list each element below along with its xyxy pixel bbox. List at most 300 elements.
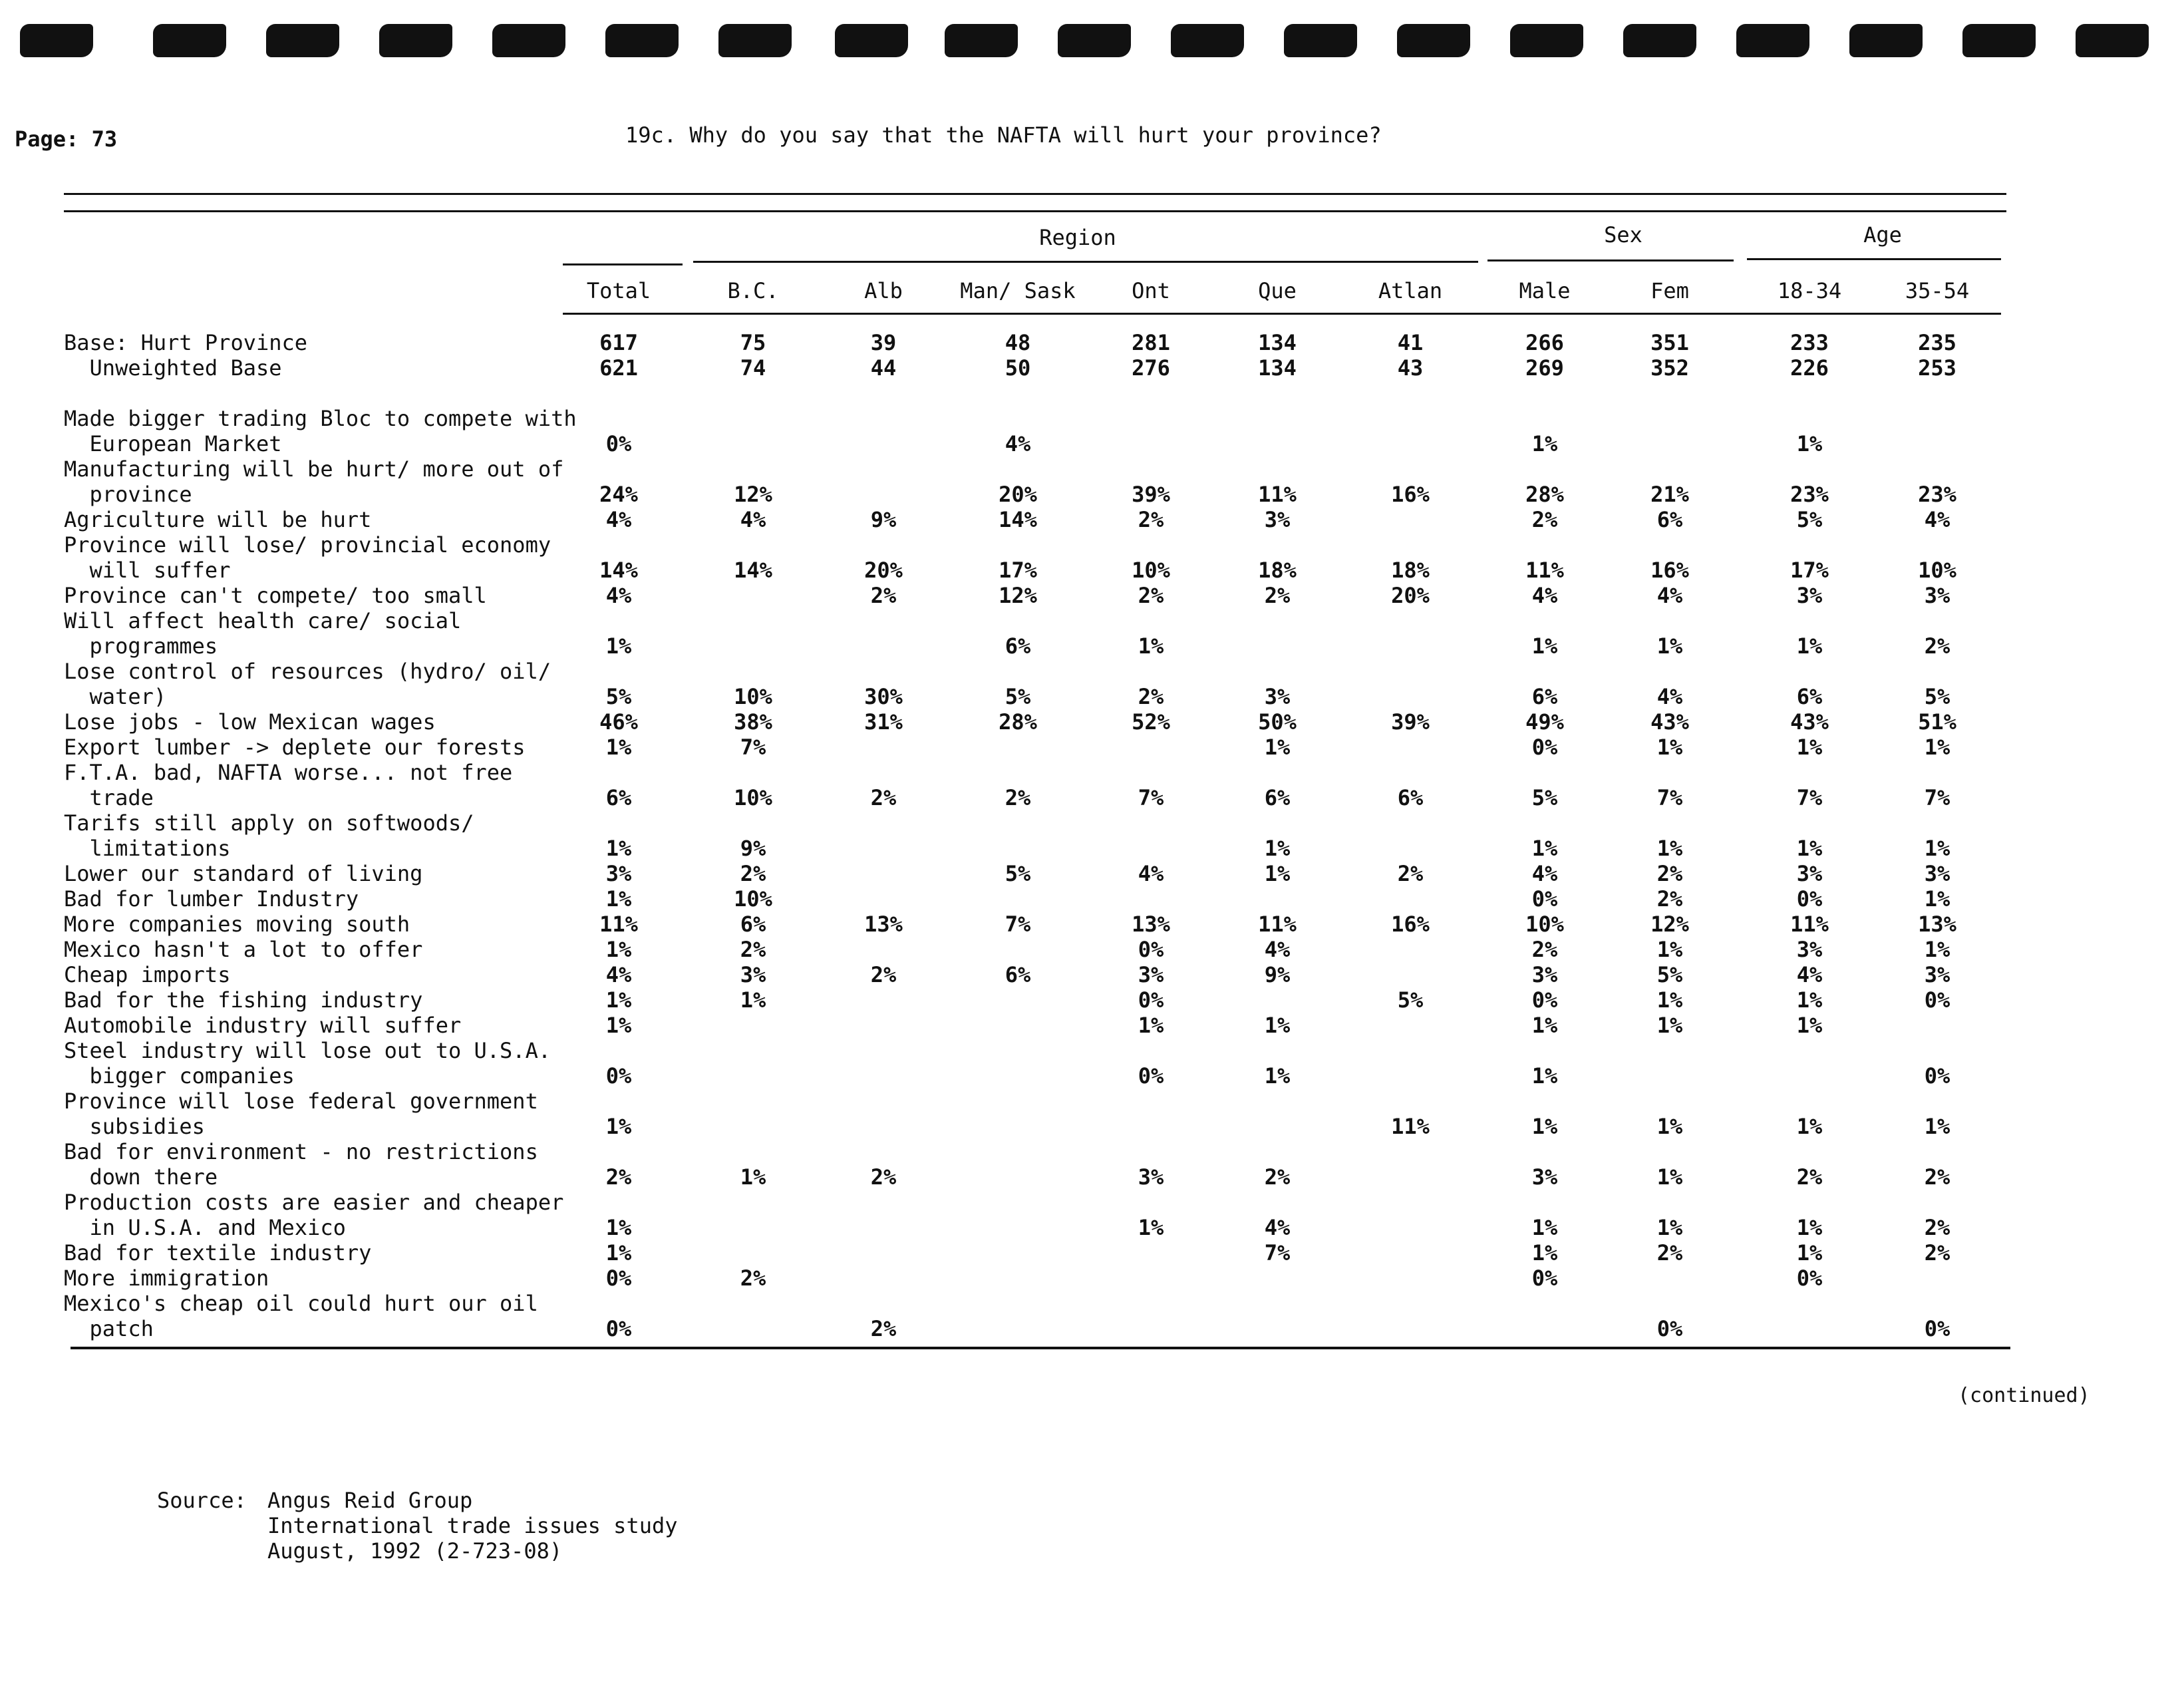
- question-title: 19c. Why do you say that the NAFTA will hurt your province?: [625, 122, 1382, 148]
- table-cell: 5%: [1005, 684, 1031, 709]
- table-cell: 3%: [1531, 962, 1558, 987]
- table-cell: 10%: [734, 785, 772, 810]
- table-cell: 18%: [1258, 558, 1297, 583]
- row-label: will suffer: [64, 558, 231, 583]
- table-cell: 7%: [1005, 912, 1031, 937]
- table-cell: 5%: [605, 684, 632, 709]
- table-cell: 2%: [740, 861, 766, 886]
- table-cell: 1%: [1264, 1013, 1291, 1038]
- row-label: Bad for the fishing industry: [64, 987, 423, 1013]
- column-header: Total: [586, 278, 651, 303]
- binder-hole: [1171, 24, 1244, 57]
- table-cell: 20%: [864, 558, 903, 583]
- table-cell: 235: [1918, 330, 1956, 355]
- table-cell: 1%: [1531, 1013, 1558, 1038]
- table-cell: 226: [1790, 355, 1829, 381]
- row-label: Tarifs still apply on softwoods/: [64, 810, 474, 836]
- table-cell: 10%: [734, 886, 772, 912]
- table-cell: 28%: [999, 709, 1037, 735]
- binder-hole: [1849, 24, 1923, 57]
- row-label: bigger companies: [64, 1063, 295, 1089]
- table-cell: 20%: [1391, 583, 1430, 608]
- table-cell: 16%: [1650, 558, 1689, 583]
- table-cell: 4%: [1924, 507, 1950, 532]
- table-cell: 233: [1790, 330, 1829, 355]
- table-cell: 1%: [605, 886, 632, 912]
- table-cell: 14%: [734, 558, 772, 583]
- table-cell: 2%: [740, 937, 766, 962]
- table-cell: 1%: [1138, 1013, 1164, 1038]
- table-cell: 2%: [1397, 861, 1424, 886]
- binder-hole: [1397, 24, 1470, 57]
- table-cell: 1%: [1796, 1114, 1823, 1139]
- table-cell: 6%: [1005, 633, 1031, 659]
- table-cell: 0%: [1796, 1266, 1823, 1291]
- table-cell: 1%: [1531, 1063, 1558, 1089]
- table-cell: 3%: [1796, 861, 1823, 886]
- source-line: Angus Reid Group: [267, 1488, 473, 1513]
- table-cell: 21%: [1650, 482, 1689, 507]
- table-cell: 1%: [605, 1240, 632, 1266]
- table-cell: 51%: [1918, 709, 1956, 735]
- table-cell: 1%: [1656, 1215, 1683, 1240]
- table-cell: 4%: [605, 583, 632, 608]
- table-cell: 2%: [1924, 633, 1950, 659]
- table-cell: 3%: [740, 962, 766, 987]
- table-cell: 0%: [1138, 937, 1164, 962]
- row-label: Agriculture will be hurt: [64, 507, 372, 532]
- table-cell: 5%: [1005, 861, 1031, 886]
- table-cell: 1%: [605, 836, 632, 861]
- row-label: More immigration: [64, 1266, 269, 1291]
- table-cell: 3%: [1264, 507, 1291, 532]
- table-cell: 1%: [1138, 1215, 1164, 1240]
- row-label: Cheap imports: [64, 962, 231, 987]
- table-cell: 6%: [1005, 962, 1031, 987]
- table-cell: 52%: [1132, 709, 1170, 735]
- table-cell: 49%: [1525, 709, 1564, 735]
- table-cell: 1%: [1656, 1114, 1683, 1139]
- binder-hole: [718, 24, 792, 57]
- column-header: Fem: [1650, 278, 1689, 303]
- table-cell: 43%: [1650, 709, 1689, 735]
- row-label: Bad for environment - no restrictions: [64, 1139, 538, 1164]
- table-cell: 6%: [605, 785, 632, 810]
- row-label: Steel industry will lose out to U.S.A.: [64, 1038, 551, 1063]
- table-cell: 13%: [864, 912, 903, 937]
- table-cell: 17%: [1790, 558, 1829, 583]
- column-header: 35-54: [1905, 278, 1970, 303]
- column-header: Que: [1258, 278, 1297, 303]
- row-label: programmes: [64, 633, 218, 659]
- base-label: Base: Hurt Province: [64, 330, 308, 355]
- table-cell: 1%: [1531, 431, 1558, 456]
- table-cell: 5%: [1796, 507, 1823, 532]
- table-cell: 281: [1132, 330, 1170, 355]
- table-cell: 1%: [1656, 1013, 1683, 1038]
- table-cell: 4%: [605, 962, 632, 987]
- row-label: Mexico's cheap oil could hurt our oil: [64, 1291, 538, 1316]
- table-cell: 3%: [1924, 583, 1950, 608]
- table-cell: 1%: [1924, 735, 1950, 760]
- table-cell: 1%: [1531, 1114, 1558, 1139]
- table-cell: 1%: [1656, 735, 1683, 760]
- table-cell: 2%: [1656, 1240, 1683, 1266]
- source-line: August, 1992 (2-723-08): [267, 1538, 563, 1564]
- binder-hole: [1962, 24, 2036, 57]
- table-cell: 2%: [1138, 583, 1164, 608]
- row-label: Lose control of resources (hydro/ oil/: [64, 659, 551, 684]
- table-cell: 2%: [1531, 937, 1558, 962]
- table-cell: 2%: [1264, 583, 1291, 608]
- table-cell: 0%: [1138, 1063, 1164, 1089]
- column-header: Male: [1519, 278, 1571, 303]
- table-cell: 5%: [1397, 987, 1424, 1013]
- row-label: Manufacturing will be hurt/ more out of: [64, 456, 564, 482]
- row-label: Production costs are easier and cheaper: [64, 1190, 564, 1215]
- table-cell: 0%: [1924, 1063, 1950, 1089]
- table-cell: 4%: [1138, 861, 1164, 886]
- table-cell: 41: [1397, 330, 1424, 355]
- continued-note: (continued): [1958, 1384, 2090, 1407]
- header-bottom-rule: [563, 313, 2001, 315]
- binder-hole: [492, 24, 565, 57]
- table-cell: 4%: [1531, 861, 1558, 886]
- group-line-age: [1747, 258, 2001, 260]
- table-cell: 2%: [1796, 1164, 1823, 1190]
- group-line-sex: [1487, 259, 1734, 261]
- table-cell: 2%: [1005, 785, 1031, 810]
- row-label: Province can't compete/ too small: [64, 583, 487, 608]
- table-cell: 43: [1397, 355, 1424, 381]
- row-label: Bad for textile industry: [64, 1240, 372, 1266]
- table-cell: 75: [740, 330, 766, 355]
- table-cell: 11%: [599, 912, 638, 937]
- table-cell: 1%: [1656, 1164, 1683, 1190]
- table-cell: 7%: [740, 735, 766, 760]
- table-cell: 0%: [1924, 987, 1950, 1013]
- table-cell: 1%: [1796, 633, 1823, 659]
- binder-hole: [266, 24, 339, 57]
- table-cell: 7%: [1138, 785, 1164, 810]
- table-cell: 39: [870, 330, 897, 355]
- group-line-region: [693, 261, 1478, 263]
- table-cell: 1%: [740, 987, 766, 1013]
- table-cell: 43%: [1790, 709, 1829, 735]
- binder-hole: [379, 24, 452, 57]
- table-cell: 276: [1132, 355, 1170, 381]
- column-header: Ont: [1132, 278, 1170, 303]
- table-cell: 4%: [740, 507, 766, 532]
- table-cell: 1%: [605, 633, 632, 659]
- table-cell: 134: [1258, 355, 1297, 381]
- table-cell: 352: [1650, 355, 1689, 381]
- table-cell: 1%: [605, 937, 632, 962]
- table-cell: 4%: [1264, 1215, 1291, 1240]
- table-cell: 28%: [1525, 482, 1564, 507]
- table-cell: 3%: [1531, 1164, 1558, 1190]
- table-cell: 17%: [999, 558, 1037, 583]
- table-cell: 0%: [605, 1063, 632, 1089]
- table-cell: 0%: [1924, 1316, 1950, 1341]
- table-cell: 23%: [1790, 482, 1829, 507]
- column-header: Man/ Sask: [960, 278, 1076, 303]
- table-cell: 269: [1525, 355, 1564, 381]
- table-cell: 7%: [1656, 785, 1683, 810]
- table-cell: 0%: [1138, 987, 1164, 1013]
- table-cell: 4%: [605, 507, 632, 532]
- table-cell: 30%: [864, 684, 903, 709]
- table-cell: 13%: [1132, 912, 1170, 937]
- table-cell: 1%: [1796, 987, 1823, 1013]
- table-cell: 2%: [1531, 507, 1558, 532]
- table-cell: 0%: [605, 1316, 632, 1341]
- column-header: 18-34: [1777, 278, 1842, 303]
- table-cell: 1%: [1531, 836, 1558, 861]
- table-cell: 9%: [740, 836, 766, 861]
- binder-hole: [20, 24, 93, 57]
- table-cell: 14%: [999, 507, 1037, 532]
- table-cell: 1%: [1656, 633, 1683, 659]
- table-cell: 16%: [1391, 482, 1430, 507]
- table-cell: 10%: [734, 684, 772, 709]
- table-cell: 2%: [605, 1164, 632, 1190]
- table-cell: 1%: [1531, 1215, 1558, 1240]
- table-cell: 11%: [1391, 1114, 1430, 1139]
- table-cell: 1%: [1264, 1063, 1291, 1089]
- table-cell: 10%: [1918, 558, 1956, 583]
- table-cell: 7%: [1264, 1240, 1291, 1266]
- binder-holes: [0, 24, 2184, 64]
- source-line: International trade issues study: [267, 1513, 678, 1538]
- table-cell: 16%: [1391, 912, 1430, 937]
- table-cell: 74: [740, 355, 766, 381]
- table-cell: 2%: [1138, 684, 1164, 709]
- row-label: water): [64, 684, 167, 709]
- row-label: Province will lose/ provincial economy: [64, 532, 551, 558]
- table-cell: 38%: [734, 709, 772, 735]
- table-cell: 3%: [605, 861, 632, 886]
- row-label: European Market: [64, 431, 282, 456]
- table-cell: 1%: [740, 1164, 766, 1190]
- row-label: down there: [64, 1164, 218, 1190]
- row-label: in U.S.A. and Mexico: [64, 1215, 346, 1240]
- table-cell: 6%: [1656, 507, 1683, 532]
- row-label: subsidies: [64, 1114, 205, 1139]
- table-cell: 1%: [1264, 836, 1291, 861]
- table-cell: 11%: [1258, 482, 1297, 507]
- table-cell: 2%: [870, 785, 897, 810]
- table-cell: 44: [870, 355, 897, 381]
- table-cell: 4%: [1656, 684, 1683, 709]
- table-cell: 2%: [740, 1266, 766, 1291]
- binder-hole: [1058, 24, 1131, 57]
- row-label: province: [64, 482, 192, 507]
- table-cell: 20%: [999, 482, 1037, 507]
- table-cell: 31%: [864, 709, 903, 735]
- table-cell: 7%: [1796, 785, 1823, 810]
- table-cell: 2%: [1924, 1240, 1950, 1266]
- row-label: trade: [64, 785, 154, 810]
- table-cell: 1%: [1656, 987, 1683, 1013]
- row-label: More companies moving south: [64, 912, 410, 937]
- table-cell: 1%: [1796, 1240, 1823, 1266]
- table-cell: 2%: [1138, 507, 1164, 532]
- row-label: Automobile industry will suffer: [64, 1013, 462, 1038]
- table-cell: 12%: [1650, 912, 1689, 937]
- table-cell: 2%: [1656, 861, 1683, 886]
- table-cell: 7%: [1924, 785, 1950, 810]
- table-cell: 2%: [1264, 1164, 1291, 1190]
- table-cell: 12%: [734, 482, 772, 507]
- table-cell: 39%: [1132, 482, 1170, 507]
- table-cell: 1%: [1924, 886, 1950, 912]
- group-header-age: Age: [1863, 222, 1902, 248]
- binder-hole: [1623, 24, 1696, 57]
- binder-hole: [2076, 24, 2149, 57]
- table-cell: 3%: [1924, 861, 1950, 886]
- table-cell: 2%: [870, 1316, 897, 1341]
- table-cell: 1%: [605, 735, 632, 760]
- table-cell: 39%: [1391, 709, 1430, 735]
- table-cell: 0%: [1656, 1316, 1683, 1341]
- table-cell: 10%: [1132, 558, 1170, 583]
- table-cell: 0%: [1531, 1266, 1558, 1291]
- table-cell: 10%: [1525, 912, 1564, 937]
- table-cell: 50: [1005, 355, 1031, 381]
- table-cell: 1%: [1796, 431, 1823, 456]
- table-cell: 11%: [1258, 912, 1297, 937]
- table-cell: 2%: [870, 583, 897, 608]
- table-cell: 1%: [1656, 836, 1683, 861]
- table-cell: 3%: [1138, 1164, 1164, 1190]
- table-cell: 1%: [605, 1013, 632, 1038]
- row-label: patch: [64, 1316, 154, 1341]
- row-label: Lose jobs - low Mexican wages: [64, 709, 436, 735]
- table-cell: 1%: [1656, 937, 1683, 962]
- table-cell: 23%: [1918, 482, 1956, 507]
- group-header-region: Region: [1039, 225, 1116, 250]
- row-label: Mexico hasn't a lot to offer: [64, 937, 423, 962]
- table-cell: 4%: [1005, 431, 1031, 456]
- top-rule-2: [64, 210, 2006, 212]
- top-rule-1: [64, 193, 2006, 195]
- table-cell: 1%: [605, 1114, 632, 1139]
- table-cell: 351: [1650, 330, 1689, 355]
- table-cell: 6%: [1397, 785, 1424, 810]
- table-cell: 4%: [1796, 962, 1823, 987]
- table-cell: 1%: [1924, 1114, 1950, 1139]
- row-label: Province will lose federal government: [64, 1089, 538, 1114]
- table-cell: 134: [1258, 330, 1297, 355]
- table-cell: 18%: [1391, 558, 1430, 583]
- binder-hole: [835, 24, 908, 57]
- table-cell: 2%: [1656, 886, 1683, 912]
- table-cell: 0%: [1796, 886, 1823, 912]
- table-cell: 4%: [1531, 583, 1558, 608]
- table-cell: 617: [599, 330, 638, 355]
- table-cell: 50%: [1258, 709, 1297, 735]
- group-header-sex: Sex: [1604, 222, 1642, 248]
- source-label: Source:: [157, 1488, 247, 1513]
- table-cell: 3%: [1796, 583, 1823, 608]
- table-cell: 24%: [599, 482, 638, 507]
- binder-hole: [1510, 24, 1583, 57]
- table-cell: 5%: [1924, 684, 1950, 709]
- table-cell: 1%: [1138, 633, 1164, 659]
- table-cell: 0%: [605, 1266, 632, 1291]
- table-cell: 2%: [870, 1164, 897, 1190]
- row-label: Made bigger trading Bloc to compete with: [64, 406, 577, 431]
- table-cell: 2%: [870, 962, 897, 987]
- table-cell: 1%: [1796, 1013, 1823, 1038]
- table-cell: 3%: [1138, 962, 1164, 987]
- binder-hole: [945, 24, 1018, 57]
- column-header: Alb: [864, 278, 903, 303]
- row-label: Export lumber -> deplete our forests: [64, 735, 526, 760]
- table-cell: 3%: [1924, 962, 1950, 987]
- row-label: Will affect health care/ social: [64, 608, 462, 633]
- table-cell: 11%: [1790, 912, 1829, 937]
- row-label: limitations: [64, 836, 231, 861]
- row-label: Bad for lumber Industry: [64, 886, 359, 912]
- row-label: F.T.A. bad, NAFTA worse... not free: [64, 760, 513, 785]
- base-label: Unweighted Base: [64, 355, 282, 381]
- table-cell: 9%: [870, 507, 897, 532]
- table-cell: 3%: [1264, 684, 1291, 709]
- binder-hole: [1284, 24, 1357, 57]
- table-cell: 6%: [1796, 684, 1823, 709]
- table-cell: 2%: [1924, 1215, 1950, 1240]
- table-cell: 1%: [1796, 1215, 1823, 1240]
- table-cell: 253: [1918, 355, 1956, 381]
- table-cell: 1%: [1264, 861, 1291, 886]
- table-cell: 6%: [1264, 785, 1291, 810]
- bottom-rule: [71, 1347, 2010, 1349]
- table-cell: 0%: [605, 431, 632, 456]
- table-cell: 1%: [1531, 1240, 1558, 1266]
- table-cell: 1%: [605, 987, 632, 1013]
- table-cell: 11%: [1525, 558, 1564, 583]
- table-cell: 5%: [1531, 785, 1558, 810]
- table-cell: 6%: [1531, 684, 1558, 709]
- table-cell: 12%: [999, 583, 1037, 608]
- table-cell: 0%: [1531, 987, 1558, 1013]
- table-cell: 46%: [599, 709, 638, 735]
- binder-hole: [153, 24, 226, 57]
- table-cell: 0%: [1531, 735, 1558, 760]
- table-cell: 48: [1005, 330, 1031, 355]
- table-cell: 1%: [1264, 735, 1291, 760]
- table-cell: 266: [1525, 330, 1564, 355]
- table-cell: 14%: [599, 558, 638, 583]
- row-label: Lower our standard of living: [64, 861, 423, 886]
- table-cell: 13%: [1918, 912, 1956, 937]
- table-cell: 9%: [1264, 962, 1291, 987]
- binder-hole: [605, 24, 679, 57]
- column-header: B.C.: [727, 278, 779, 303]
- table-cell: 5%: [1656, 962, 1683, 987]
- table-cell: 0%: [1531, 886, 1558, 912]
- table-cell: 1%: [605, 1215, 632, 1240]
- table-cell: 3%: [1796, 937, 1823, 962]
- table-cell: 4%: [1264, 937, 1291, 962]
- table-cell: 4%: [1656, 583, 1683, 608]
- table-cell: 1%: [1796, 735, 1823, 760]
- table-cell: 621: [599, 355, 638, 381]
- group-line-total: [563, 263, 683, 265]
- table-cell: 6%: [740, 912, 766, 937]
